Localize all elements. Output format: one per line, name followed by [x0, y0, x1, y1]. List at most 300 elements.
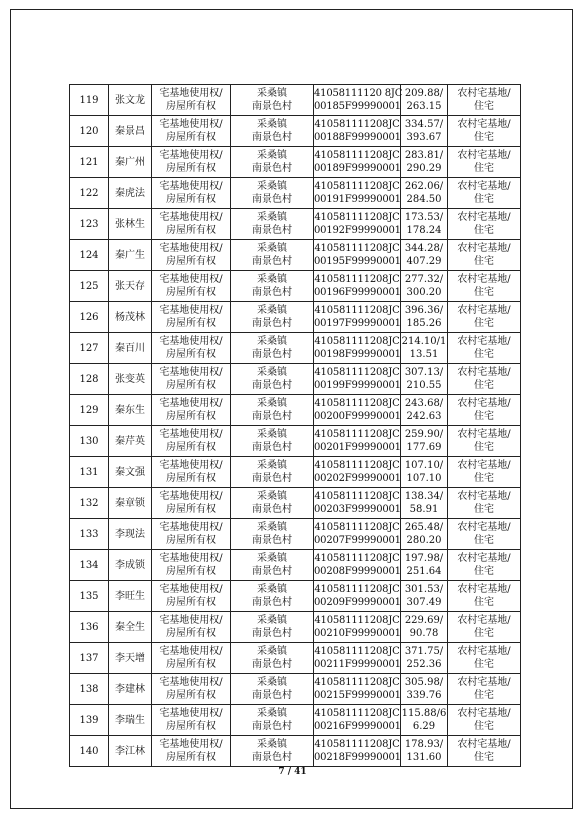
cell-owner-name: 李江林: [109, 736, 152, 767]
cell-right-type: [152, 519, 231, 550]
cell-right-type-line: 房屋所有权: [166, 163, 216, 174]
cell-number: 133: [70, 519, 109, 550]
cell-area-line: 173.53/: [404, 212, 444, 223]
cell-area: [401, 581, 448, 612]
cell-right-type-line: 宅基地使用权/: [159, 212, 223, 223]
cell-area-line: 214.10/1: [401, 336, 447, 347]
cell-usage: [448, 85, 521, 116]
cell-location-line: 南景色村: [252, 566, 292, 577]
cell-location-line: 采桑镇: [257, 243, 287, 254]
cell-usage-line: 住宅: [474, 163, 494, 174]
cell-owner-name: 李建林: [109, 674, 152, 705]
cell-unit-code-line: 410581111208JC: [314, 150, 400, 161]
cell-area-line: 263.15: [406, 101, 442, 112]
cell-usage-line: 农村宅基地/: [457, 181, 511, 192]
cell-usage-line: 住宅: [474, 256, 494, 267]
cell-right-type-line: 房屋所有权: [166, 287, 216, 298]
cell-right-type: [152, 271, 231, 302]
cell-usage: [448, 271, 521, 302]
cell-area: [401, 333, 448, 364]
cell-location: [231, 519, 314, 550]
cell-usage-line: 农村宅基地/: [457, 491, 511, 502]
cell-unit-code-line: 00199F99990001: [314, 380, 401, 391]
registry-table: [69, 84, 521, 767]
cell-unit-code-line: 410581111208JC: [314, 243, 400, 254]
cell-right-type-line: 宅基地使用权/: [159, 367, 223, 378]
cell-unit-code-line: 410581111208JC: [314, 708, 400, 719]
cell-owner-name: 李天增: [109, 643, 152, 674]
cell-area-line: 301.53/: [404, 584, 444, 595]
cell-usage-line: 农村宅基地/: [457, 243, 511, 254]
cell-area-line: 115.88/6: [401, 708, 447, 719]
cell-number: 128: [70, 364, 109, 395]
cell-right-type-line: 宅基地使用权/: [159, 739, 223, 750]
cell-area-line: 252.36: [406, 659, 442, 670]
cell-right-type-line: 房屋所有权: [166, 690, 216, 701]
cell-unit-code: [314, 488, 401, 519]
cell-area-line: 307.49: [406, 597, 442, 608]
cell-right-type: [152, 178, 231, 209]
cell-location-line: 采桑镇: [257, 274, 287, 285]
cell-usage-line: 住宅: [474, 225, 494, 236]
cell-location: [231, 457, 314, 488]
cell-area-line: 197.98/: [404, 553, 444, 564]
cell-right-type: [152, 240, 231, 271]
cell-usage-line: 农村宅基地/: [457, 274, 511, 285]
cell-unit-code-line: 00195F99990001: [314, 256, 401, 267]
cell-area: [401, 178, 448, 209]
cell-usage-line: 住宅: [474, 504, 494, 515]
cell-number: 139: [70, 705, 109, 736]
cell-unit-code-line: 00198F99990001: [314, 349, 401, 360]
cell-usage: [448, 550, 521, 581]
table-row: [70, 364, 521, 395]
cell-location-line: 南景色村: [252, 163, 292, 174]
cell-right-type-line: 宅基地使用权/: [159, 460, 223, 471]
cell-right-type-line: 房屋所有权: [166, 566, 216, 577]
cell-number: 125: [70, 271, 109, 302]
cell-usage-line: 住宅: [474, 132, 494, 143]
table-row: [70, 147, 521, 178]
cell-area: [401, 395, 448, 426]
cell-unit-code-line: 410581111208JC: [314, 677, 400, 688]
cell-unit-code: [314, 643, 401, 674]
cell-area-line: 265.48/: [404, 522, 444, 533]
cell-usage-line: 住宅: [474, 752, 494, 763]
table-row: [70, 736, 521, 767]
cell-location-line: 采桑镇: [257, 429, 287, 440]
table-row: [70, 333, 521, 364]
cell-usage: [448, 209, 521, 240]
cell-right-type-line: 宅基地使用权/: [159, 677, 223, 688]
cell-unit-code-line: 410581111208JC: [314, 398, 400, 409]
cell-area-line: 393.67: [406, 132, 442, 143]
cell-unit-code: [314, 364, 401, 395]
cell-right-type: [152, 333, 231, 364]
cell-location: [231, 581, 314, 612]
table-row: [70, 488, 521, 519]
cell-usage-line: 农村宅基地/: [457, 336, 511, 347]
cell-area-line: 209.88/: [404, 88, 444, 99]
cell-location-line: 采桑镇: [257, 708, 287, 719]
cell-right-type-line: 房屋所有权: [166, 442, 216, 453]
cell-location-line: 采桑镇: [257, 150, 287, 161]
cell-location-line: 南景色村: [252, 101, 292, 112]
cell-right-type: [152, 674, 231, 705]
cell-unit-code: [314, 457, 401, 488]
cell-location-line: 南景色村: [252, 132, 292, 143]
cell-owner-name: 张林生: [109, 209, 152, 240]
cell-number: 138: [70, 674, 109, 705]
cell-number: 123: [70, 209, 109, 240]
cell-usage-line: 农村宅基地/: [457, 150, 511, 161]
cell-location: [231, 426, 314, 457]
cell-right-type-line: 宅基地使用权/: [159, 584, 223, 595]
cell-number: 122: [70, 178, 109, 209]
cell-unit-code-line: 410581111208JC: [314, 615, 400, 626]
cell-area-line: 107.10/: [404, 460, 444, 471]
cell-area: [401, 457, 448, 488]
cell-right-type-line: 房屋所有权: [166, 194, 216, 205]
cell-unit-code-line: 410581111208JC: [314, 491, 400, 502]
cell-area: [401, 116, 448, 147]
cell-number: 121: [70, 147, 109, 178]
table-row: [70, 581, 521, 612]
cell-location-line: 南景色村: [252, 752, 292, 763]
cell-unit-code: [314, 271, 401, 302]
cell-usage-line: 农村宅基地/: [457, 429, 511, 440]
cell-location: [231, 209, 314, 240]
cell-unit-code-line: 00201F99990001: [314, 442, 401, 453]
cell-unit-code-line: 00191F99990001: [314, 194, 401, 205]
cell-owner-name: 李现法: [109, 519, 152, 550]
cell-right-type: [152, 581, 231, 612]
cell-owner-name: 秦章锁: [109, 488, 152, 519]
cell-area-line: 284.50: [406, 194, 442, 205]
table-row: [70, 395, 521, 426]
cell-area-line: 178.24: [406, 225, 442, 236]
cell-area-line: 371.75/: [404, 646, 444, 657]
cell-usage-line: 住宅: [474, 411, 494, 422]
cell-right-type-line: 宅基地使用权/: [159, 491, 223, 502]
cell-location-line: 采桑镇: [257, 615, 287, 626]
cell-area-line: 243.68/: [404, 398, 444, 409]
cell-owner-name: 秦广州: [109, 147, 152, 178]
cell-number: 134: [70, 550, 109, 581]
cell-unit-code-line: 410581111208JC: [314, 522, 400, 533]
table-row: [70, 426, 521, 457]
cell-area-line: 6.29: [412, 721, 436, 732]
cell-right-type-line: 宅基地使用权/: [159, 336, 223, 347]
cell-right-type: [152, 364, 231, 395]
cell-owner-name: 张变英: [109, 364, 152, 395]
cell-right-type: [152, 736, 231, 767]
cell-usage-line: 农村宅基地/: [457, 739, 511, 750]
cell-owner-name: 秦芹英: [109, 426, 152, 457]
cell-usage: [448, 705, 521, 736]
cell-unit-code-line: 410581111208JC: [314, 274, 400, 285]
cell-location: [231, 240, 314, 271]
cell-unit-code-line: 00192F99990001: [314, 225, 401, 236]
cell-unit-code: [314, 705, 401, 736]
cell-right-type-line: 宅基地使用权/: [159, 305, 223, 316]
cell-area: [401, 147, 448, 178]
cell-right-type-line: 房屋所有权: [166, 411, 216, 422]
cell-area: [401, 705, 448, 736]
cell-usage: [448, 643, 521, 674]
cell-usage-line: 农村宅基地/: [457, 584, 511, 595]
cell-unit-code-line: 410581111208JC: [314, 336, 400, 347]
cell-area-line: 107.10: [406, 473, 442, 484]
cell-area-line: 259.90/: [404, 429, 444, 440]
cell-owner-name: 李瑞生: [109, 705, 152, 736]
cell-right-type: [152, 705, 231, 736]
cell-usage-line: 住宅: [474, 287, 494, 298]
cell-number: 119: [70, 85, 109, 116]
cell-usage-line: 农村宅基地/: [457, 522, 511, 533]
cell-usage-line: 农村宅基地/: [457, 646, 511, 657]
cell-location: [231, 116, 314, 147]
cell-location-line: 南景色村: [252, 256, 292, 267]
cell-area: [401, 550, 448, 581]
cell-right-type-line: 房屋所有权: [166, 225, 216, 236]
cell-usage: [448, 395, 521, 426]
table-row: [70, 674, 521, 705]
cell-number: 136: [70, 612, 109, 643]
cell-unit-code-line: 410581111208JC: [314, 181, 400, 192]
cell-location-line: 南景色村: [252, 194, 292, 205]
cell-location-line: 南景色村: [252, 318, 292, 329]
cell-area-line: 307.13/: [404, 367, 444, 378]
cell-usage-line: 农村宅基地/: [457, 212, 511, 223]
cell-owner-name: 秦虎法: [109, 178, 152, 209]
cell-area-line: 344.28/: [404, 243, 444, 254]
cell-usage: [448, 457, 521, 488]
cell-usage-line: 住宅: [474, 659, 494, 670]
cell-usage: [448, 426, 521, 457]
cell-right-type: [152, 209, 231, 240]
cell-right-type-line: 房屋所有权: [166, 721, 216, 732]
cell-owner-name: 秦文强: [109, 457, 152, 488]
cell-location-line: 采桑镇: [257, 491, 287, 502]
cell-right-type-line: 房屋所有权: [166, 504, 216, 515]
cell-unit-code-line: 00200F99990001: [314, 411, 401, 422]
cell-unit-code-line: 00203F99990001: [314, 504, 401, 515]
cell-usage: [448, 240, 521, 271]
cell-owner-name: 张文龙: [109, 85, 152, 116]
cell-right-type-line: 房屋所有权: [166, 318, 216, 329]
cell-number: 124: [70, 240, 109, 271]
cell-unit-code: [314, 240, 401, 271]
cell-location: [231, 395, 314, 426]
table-row: [70, 302, 521, 333]
cell-owner-name: 张天存: [109, 271, 152, 302]
cell-location-line: 南景色村: [252, 287, 292, 298]
cell-location-line: 南景色村: [252, 380, 292, 391]
cell-location-line: 南景色村: [252, 690, 292, 701]
cell-right-type-line: 宅基地使用权/: [159, 398, 223, 409]
cell-right-type-line: 宅基地使用权/: [159, 88, 223, 99]
cell-usage-line: 住宅: [474, 566, 494, 577]
cell-usage: [448, 519, 521, 550]
cell-number: 120: [70, 116, 109, 147]
cell-usage-line: 住宅: [474, 194, 494, 205]
cell-unit-code-line: 410581111208JC: [314, 646, 400, 657]
cell-usage-line: 农村宅基地/: [457, 615, 511, 626]
cell-number: 127: [70, 333, 109, 364]
page-number: 7 / 41: [278, 767, 307, 777]
cell-usage: [448, 302, 521, 333]
table-row: [70, 85, 521, 116]
cell-usage-line: 住宅: [474, 349, 494, 360]
cell-number: 137: [70, 643, 109, 674]
table-row: [70, 178, 521, 209]
cell-usage: [448, 333, 521, 364]
cell-location-line: 南景色村: [252, 535, 292, 546]
cell-location: [231, 674, 314, 705]
cell-area-line: 90.78: [409, 628, 439, 639]
cell-usage: [448, 736, 521, 767]
cell-usage-line: 住宅: [474, 721, 494, 732]
cell-location: [231, 271, 314, 302]
cell-owner-name: 李旺生: [109, 581, 152, 612]
cell-right-type-line: 房屋所有权: [166, 535, 216, 546]
cell-usage: [448, 612, 521, 643]
cell-area-line: 177.69: [406, 442, 442, 453]
cell-usage-line: 住宅: [474, 597, 494, 608]
cell-number: 132: [70, 488, 109, 519]
cell-location-line: 采桑镇: [257, 212, 287, 223]
cell-usage-line: 住宅: [474, 318, 494, 329]
cell-right-type-line: 房屋所有权: [166, 380, 216, 391]
cell-unit-code: [314, 550, 401, 581]
cell-unit-code-line: 00207F99990001: [314, 535, 401, 546]
cell-location-line: 采桑镇: [257, 119, 287, 130]
cell-right-type: [152, 488, 231, 519]
cell-location-line: 采桑镇: [257, 646, 287, 657]
cell-right-type: [152, 302, 231, 333]
cell-area-line: 300.20: [406, 287, 442, 298]
cell-area: [401, 736, 448, 767]
cell-unit-code-line: 00216F99990001: [314, 721, 401, 732]
cell-unit-code: [314, 426, 401, 457]
cell-right-type: [152, 643, 231, 674]
cell-area: [401, 85, 448, 116]
cell-area-line: 242.63: [406, 411, 442, 422]
cell-location: [231, 550, 314, 581]
cell-area-line: 277.32/: [404, 274, 444, 285]
cell-usage-line: 农村宅基地/: [457, 119, 511, 130]
cell-right-type-line: 房屋所有权: [166, 256, 216, 267]
cell-usage-line: 农村宅基地/: [457, 88, 511, 99]
cell-usage-line: 农村宅基地/: [457, 677, 511, 688]
cell-location-line: 南景色村: [252, 721, 292, 732]
cell-location-line: 采桑镇: [257, 336, 287, 347]
cell-unit-code: [314, 302, 401, 333]
table-row: [70, 209, 521, 240]
cell-number: 130: [70, 426, 109, 457]
cell-area-line: 407.29: [406, 256, 442, 267]
cell-location-line: 采桑镇: [257, 367, 287, 378]
table-row: [70, 705, 521, 736]
cell-unit-code: [314, 333, 401, 364]
cell-location: [231, 705, 314, 736]
cell-usage-line: 农村宅基地/: [457, 708, 511, 719]
cell-area: [401, 302, 448, 333]
cell-right-type-line: 宅基地使用权/: [159, 429, 223, 440]
cell-location: [231, 736, 314, 767]
cell-area: [401, 643, 448, 674]
cell-location-line: 南景色村: [252, 442, 292, 453]
cell-area-line: 334.57/: [404, 119, 444, 130]
cell-area-line: 396.36/: [404, 305, 444, 316]
cell-usage-line: 住宅: [474, 473, 494, 484]
table-row: [70, 457, 521, 488]
cell-right-type-line: 宅基地使用权/: [159, 646, 223, 657]
cell-unit-code: [314, 736, 401, 767]
cell-area-line: 229.69/: [404, 615, 444, 626]
cell-area-line: 58.91: [409, 504, 439, 515]
cell-area-line: 290.29: [406, 163, 442, 174]
table-row: [70, 519, 521, 550]
cell-usage-line: 住宅: [474, 442, 494, 453]
cell-location-line: 南景色村: [252, 349, 292, 360]
cell-location-line: 采桑镇: [257, 181, 287, 192]
cell-usage-line: 住宅: [474, 535, 494, 546]
cell-owner-name: 秦东生: [109, 395, 152, 426]
cell-unit-code-line: 00211F99990001: [314, 659, 401, 670]
cell-unit-code: [314, 209, 401, 240]
cell-unit-code-line: 00185F99990001: [314, 101, 401, 112]
cell-right-type: [152, 147, 231, 178]
cell-right-type-line: 房屋所有权: [166, 659, 216, 670]
cell-unit-code: [314, 147, 401, 178]
cell-owner-name: 秦百川: [109, 333, 152, 364]
cell-usage: [448, 488, 521, 519]
cell-location: [231, 364, 314, 395]
cell-area: [401, 674, 448, 705]
cell-area: [401, 209, 448, 240]
cell-usage-line: 农村宅基地/: [457, 553, 511, 564]
cell-area: [401, 612, 448, 643]
cell-owner-name: 李成锁: [109, 550, 152, 581]
cell-right-type-line: 房屋所有权: [166, 101, 216, 112]
cell-number: 135: [70, 581, 109, 612]
cell-location-line: 采桑镇: [257, 553, 287, 564]
table-row: [70, 612, 521, 643]
cell-usage: [448, 116, 521, 147]
cell-location-line: 南景色村: [252, 628, 292, 639]
cell-location: [231, 333, 314, 364]
cell-unit-code-line: 410581111208JC: [314, 367, 400, 378]
cell-usage: [448, 147, 521, 178]
cell-area: [401, 426, 448, 457]
cell-right-type-line: 房屋所有权: [166, 473, 216, 484]
table-row: [70, 643, 521, 674]
cell-right-type-line: 宅基地使用权/: [159, 119, 223, 130]
cell-area: [401, 240, 448, 271]
table-row: [70, 271, 521, 302]
cell-right-type-line: 宅基地使用权/: [159, 274, 223, 285]
cell-area-line: 305.98/: [404, 677, 444, 688]
cell-usage-line: 农村宅基地/: [457, 305, 511, 316]
cell-area: [401, 488, 448, 519]
cell-right-type-line: 房屋所有权: [166, 349, 216, 360]
cell-area-line: 283.81/: [404, 150, 444, 161]
cell-area-line: 280.20: [406, 535, 442, 546]
cell-usage-line: 住宅: [474, 380, 494, 391]
cell-right-type-line: 宅基地使用权/: [159, 553, 223, 564]
